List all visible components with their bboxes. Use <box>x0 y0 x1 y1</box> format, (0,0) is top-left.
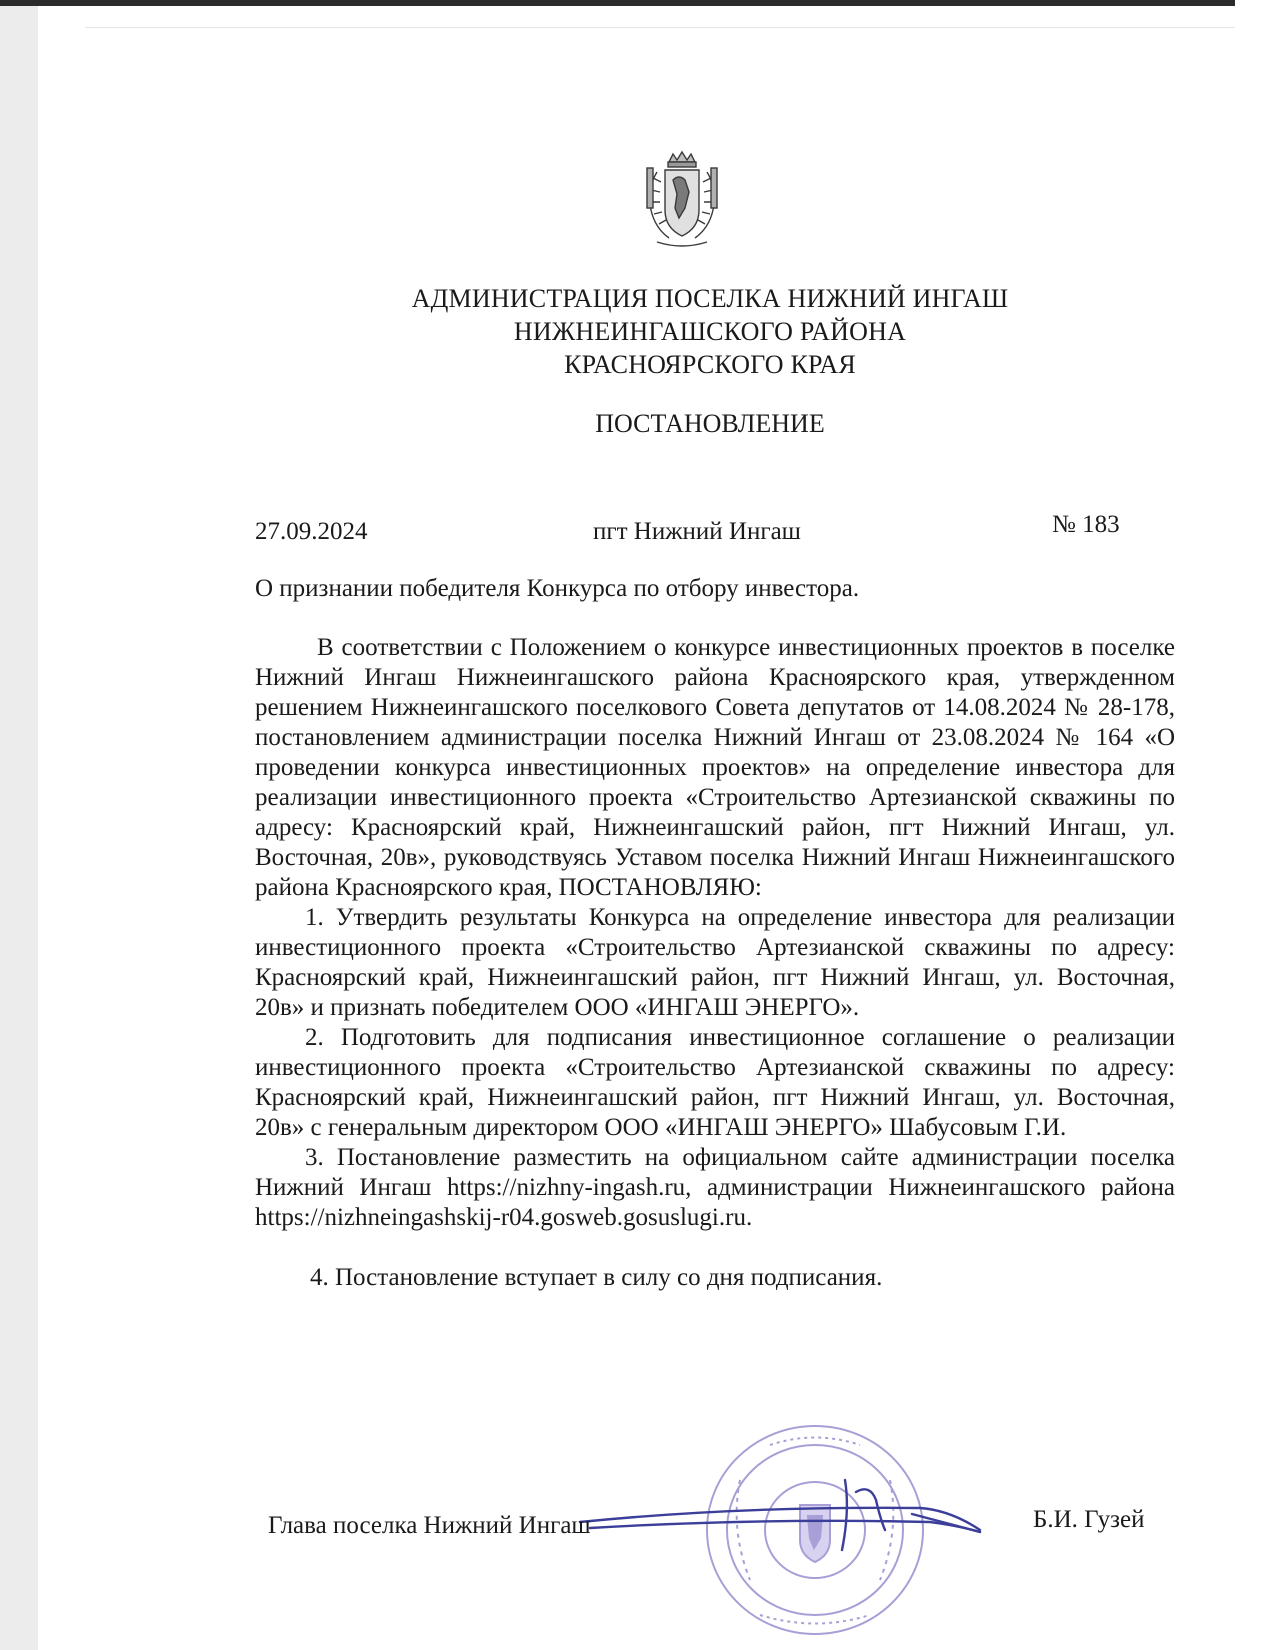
document-number: № 183 <box>1052 511 1120 538</box>
resolution-item-3: 3. Постановление разместить на официальном сайте администрации поселка Нижний Ингаш https://nizhny-ingash.ru, администрации Нижнеингашского района https://nizhneingashskij-r04.gosweb.gosuslugi.ru. <box>255 1144 1175 1231</box>
issuer-line-2: НИЖНЕИНГАШСКОГО РАЙОНА <box>513 317 907 346</box>
issuer-header <box>300 282 1120 381</box>
scan-artifact-line <box>85 27 1235 28</box>
document-body <box>255 633 1175 1293</box>
handwritten-signature <box>540 1470 990 1560</box>
scan-left-edge <box>0 0 38 1650</box>
resolution-item-4: 4. Постановление вступает в силу со дня подписания. <box>310 1264 883 1291</box>
issuer-line-1: АДМИНИСТРАЦИЯ ПОСЕЛКА НИЖНИЙ ИНГАШ <box>411 284 1009 313</box>
document-date: 27.09.2024 <box>255 518 368 545</box>
document-subject: О признании победителя Конкурса по отбору инвестора. <box>255 575 860 602</box>
coat-of-arms-emblem <box>639 148 725 250</box>
preamble-paragraph: В соответствии с Положением о конкурсе инвестиционных проектов в поселке Нижний Ингаш Нижнеингашского района Красноярского края, утвержденном решением Нижнеингашского поселкового Совета депутатов от 14.08.2024 № 28-178, постановлением администрации поселка Нижний Ингаш от 23.08.2024 № 164 «О проведении конкурса инвестиционных проектов» на определение инвестора для реализации инвестиционного проекта «Строительство Артезианской скважины по адресу: Красноярский край, Нижнеингашский район, пгт Нижний Ингаш, ул. Восточная, 20в», руководствуясь Уставом поселка Нижний Ингаш Нижнеингашского района Красноярского края, ПОСТАНОВЛЯЮ: <box>255 634 1175 901</box>
signatory-title: Глава поселка Нижний Ингаш <box>268 1512 591 1539</box>
issuer-line-3: КРАСНОЯРСКОГО КРАЯ <box>564 350 856 379</box>
resolution-item-2: 2. Подготовить для подписания инвестиционное соглашение о реализации инвестиционного проекта «Строительство Артезианской скважины по адресу: Красноярский край, Нижнеингашский район, пгт Нижний Ингаш, ул. Восточная, 20в» с генеральным директором ООО «ИНГАШ ЭНЕРГО» Шабусовым Г.И. <box>255 1024 1175 1141</box>
signatory-name: Б.И. Гузей <box>1033 1506 1145 1533</box>
resolution-item-1: 1. Утвердить результаты Конкурса на определение инвестора для реализации инвестиционного проекта «Строительство Артезианской скважины по адресу: Красноярский край, Нижнеингашский район, пгт Нижний Ингаш, ул. Восточная, 20в» и признать победителем ООО «ИНГАШ ЭНЕРГО». <box>255 904 1175 1021</box>
scan-right-edge <box>1235 0 1275 1650</box>
document-place: пгт Нижний Ингаш <box>593 518 801 545</box>
document-type: ПОСТАНОВЛЕНИЕ <box>595 409 825 438</box>
resolution-items <box>255 903 1175 1293</box>
scan-top-edge <box>0 0 1235 6</box>
